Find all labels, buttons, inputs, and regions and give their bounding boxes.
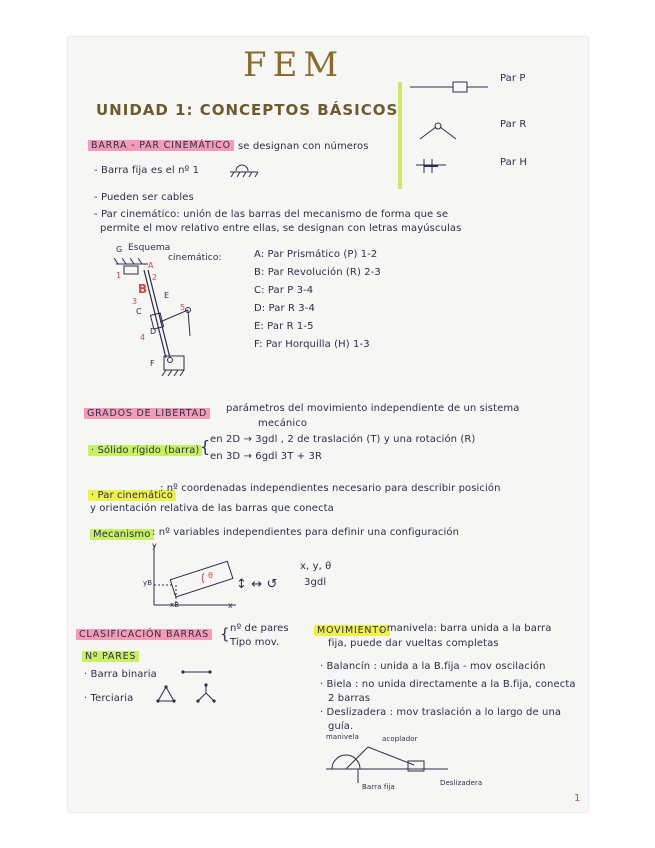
barra-fija-line: - Barra fija es el nº 1: [94, 165, 200, 176]
label-deslizadera: Deslizadera: [440, 779, 483, 787]
label-barra-fija: Barra fija: [362, 783, 395, 791]
clasificacion-heading: CLASIFICACIÓN BARRAS: [76, 629, 212, 640]
fixed-bar-symbol: [228, 159, 262, 179]
grados-heading: GRADOS DE LIBERTAD: [84, 408, 210, 419]
solido-3d: en 3D → 6gdl 3T + 3R: [210, 451, 322, 462]
n-pares-heading: Nº PARES: [82, 651, 139, 662]
diagram-label-e: E: [164, 291, 170, 300]
pair-symbols-legend: [398, 77, 568, 192]
dof-coords: x, y, θ: [300, 561, 332, 572]
diagram-label-1a: 1: [116, 271, 122, 280]
legend-par-r: Par R: [500, 119, 527, 130]
kinematic-scheme-diagram: [108, 252, 218, 377]
mov-item-5: · Deslizadera : mov traslación a lo largo de una: [320, 707, 562, 718]
pair-c: C: Par P 3-4: [254, 285, 314, 296]
diagram-label-2: 2: [152, 273, 158, 282]
legend-par-h: Par H: [500, 157, 528, 168]
pair-d: D: Par R 3-4: [254, 303, 315, 314]
dof-y-label: y: [152, 541, 157, 550]
par-cin-label: · Par cinemático: [88, 490, 176, 501]
criterio-pares: nº de pares: [230, 623, 289, 634]
dof-xb-label: xB: [170, 601, 180, 609]
notebook-page: [68, 37, 588, 812]
page-number: 1: [574, 793, 581, 804]
barra-par-heading: BARRA - PAR CINEMÁTICO: [88, 140, 234, 151]
solido-2d: en 2D → 3gdl , 2 de traslación (T) y una rotación (R): [210, 434, 476, 445]
grados-note-1: parámetros del movimiento independiente de un sistema: [226, 403, 520, 414]
clasificacion-brace: {: [220, 625, 230, 643]
brace: {: [200, 437, 211, 456]
page-title: FEM: [243, 45, 345, 85]
mecanismo-text: : nº variables independientes para definir una configuración: [152, 527, 460, 538]
pair-b: B: Par Revolución (R) 2-3: [254, 267, 381, 278]
label-manivela: manivela: [326, 733, 359, 741]
diagram-label-3: 3: [132, 297, 138, 306]
dof-yb-label: yB: [143, 579, 153, 587]
diagram-label-g: G: [116, 245, 123, 254]
diagram-label-4: 4: [140, 333, 146, 342]
diagram-label-5: 5: [180, 303, 186, 312]
solido-label: · Sólido rígido (barra): [88, 445, 202, 456]
pair-e: E: Par R 1-5: [254, 321, 314, 332]
diagram-label-c: C: [136, 307, 142, 316]
mov-item-1: fija, puede dar vueltas completas: [328, 638, 499, 649]
grados-note-2: mecánico: [258, 418, 308, 429]
diagram-label-d: D: [150, 327, 157, 336]
par-cinematico-line-2: permite el mov relativo entre ellas, se designan con letras mayúsculas: [100, 223, 462, 234]
barra-binaria: · Barra binaria: [84, 669, 157, 680]
label-acoplador: acoplador: [382, 735, 418, 743]
mov-item-4: 2 barras: [328, 693, 371, 704]
diagram-label-b: B: [138, 282, 148, 296]
mecanismo-label: Mecanismo: [90, 529, 154, 540]
par-cin-text-2: y orientación relativa de las barras que conecta: [90, 503, 334, 514]
dof-gdl: 3gdl: [304, 577, 327, 588]
dof-x-label: x: [228, 601, 233, 610]
par-cinematico-line-1: - Par cinemático: unión de las barras del mecanismo de forma que se: [94, 209, 449, 220]
barra-terciaria: · Terciaria: [84, 693, 134, 704]
legend-par-p: Par P: [500, 73, 526, 84]
dof-arrows: ↕ ↔ ↺: [236, 577, 278, 592]
esquema-label-1: Esquema: [128, 243, 171, 253]
binary-bar-symbol: [180, 667, 214, 677]
mov-item-0: : manivela: barra unida a la barra: [380, 623, 552, 634]
par-cin-text-1: : nº coordenadas independientes necesario para describir posición: [160, 483, 501, 494]
cables-line: - Pueden ser cables: [94, 192, 194, 203]
diagram-label-f: F: [150, 359, 155, 368]
movimiento-heading: MOVIMIENTO: [314, 625, 390, 636]
mov-item-3: · Biela : no unida directamente a la B.fija, conecta: [320, 679, 576, 690]
diagram-label-a: A: [148, 261, 154, 270]
barra-par-note: se designan con números: [238, 141, 369, 152]
mov-item-6: guía.: [328, 721, 354, 732]
pair-a: A: Par Prismático (P) 1-2: [254, 249, 378, 260]
esquema-label-2: cinemático:: [168, 253, 222, 263]
dof-theta-label: θ: [208, 571, 213, 580]
pair-f: F: Par Horquilla (H) 1-3: [254, 339, 370, 350]
criterio-tipo: Tipo mov.: [230, 637, 280, 648]
mov-item-2: · Balancín : unida a la B.fija - mov oscilación: [320, 661, 546, 672]
ternary-bar-symbols: [154, 683, 224, 705]
unit-title: UNIDAD 1: CONCEPTOS BÁSICOS: [96, 101, 399, 119]
